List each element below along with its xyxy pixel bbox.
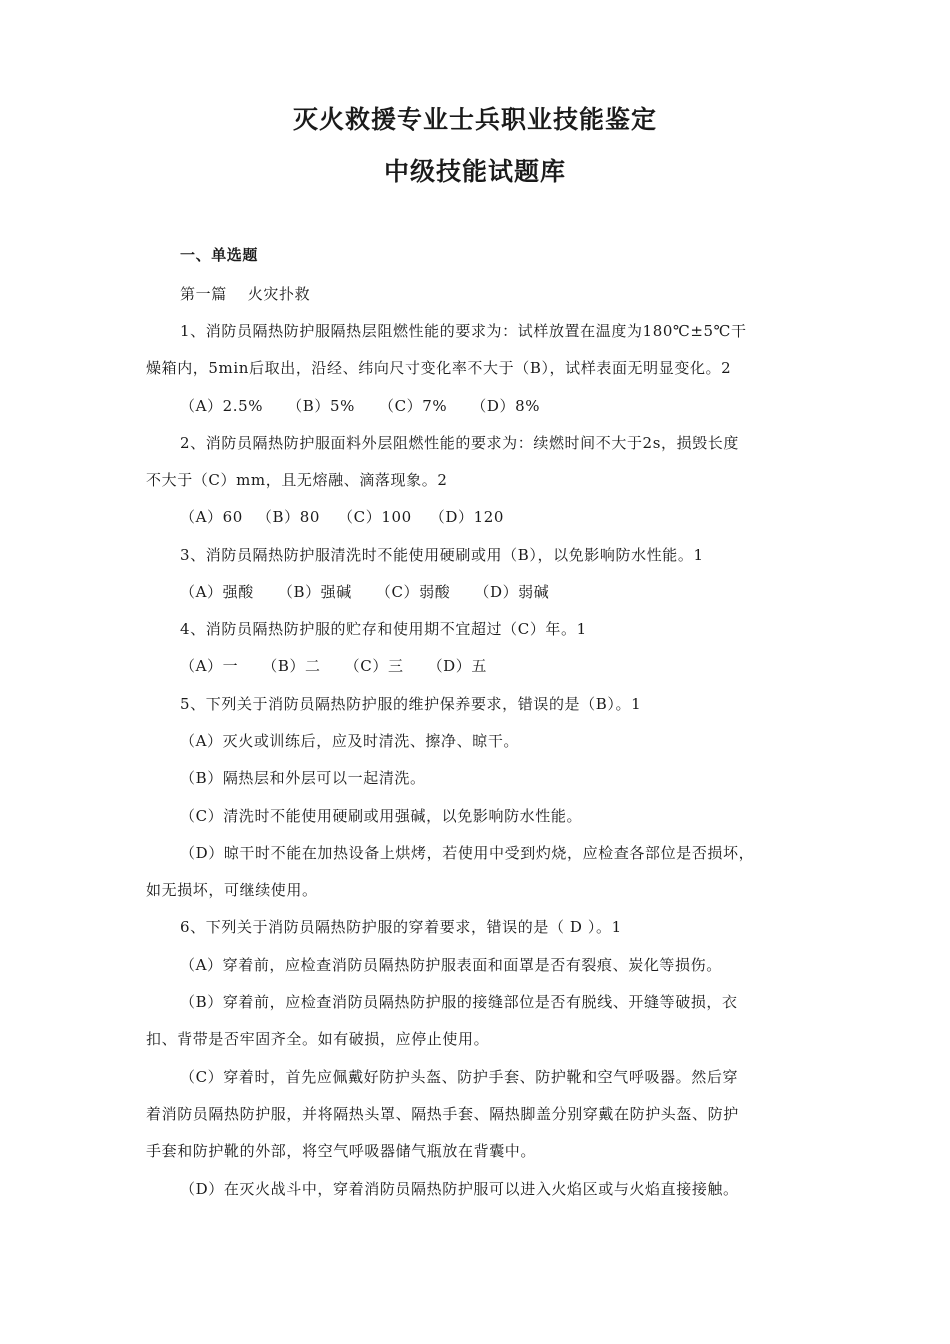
- question-2-options: [180, 507, 528, 527]
- question-2-text-line-2: 不大于（C）mm，且无熔融、滴落现象。2: [146, 471, 448, 489]
- question-5-text: 5、下列关于消防员隔热防护服的维护保养要求，错误的是（B）。1: [180, 695, 642, 713]
- question-6-choice-c-line-2: 着消防员隔热防护服，并将隔热头罩、隔热手套、隔热脚盖分别穿戴在防护头盔、防护: [146, 1105, 739, 1123]
- option-d: （D）120: [429, 508, 505, 526]
- question-5-choice-c: （C）清洗时不能使用硬刷或用强碱，以免影响防水性能。: [180, 807, 583, 825]
- option-c: （C）7%: [378, 397, 448, 415]
- section-heading: 一、单选题: [180, 246, 259, 264]
- option-a: （A）强酸: [180, 583, 254, 601]
- document-title: 灭火救援专业士兵职业技能鉴定: [292, 105, 657, 134]
- option-a: （A）60: [180, 508, 243, 526]
- question-4-options: [180, 656, 511, 676]
- question-1-text-line-1: 1、消防员隔热防护服隔热层阻燃性能的要求为：试样放置在温度为180℃±5℃干: [180, 322, 747, 340]
- chapter-heading: 第一篇 火灾扑救: [180, 285, 311, 303]
- question-4-text: 4、消防员隔热防护服的贮存和使用期不宜超过（C）年。1: [180, 620, 587, 638]
- option-b: （B）二: [262, 657, 321, 675]
- question-5-choice-a: （A）灭火或训练后，应及时清洗、擦净、晾干。: [180, 732, 520, 750]
- option-d: （D）五: [427, 657, 487, 675]
- option-d: （D）8%: [471, 397, 541, 415]
- question-5-choice-d-line-1: （D）晾干时不能在加热设备上烘烤，若使用中受到灼烧，应检查各部位是否损坏，: [180, 844, 755, 862]
- option-b: （B）5%: [287, 397, 355, 415]
- question-6-choice-c-line-1: （C）穿着时，首先应佩戴好防护头盔、防护手套、防护靴和空气呼吸器。然后穿: [180, 1068, 739, 1086]
- document-subtitle: 中级技能试题库: [383, 157, 566, 186]
- question-5-choice-d-line-2: 如无损坏，可继续使用。: [146, 881, 318, 899]
- option-c: （C）100: [338, 508, 412, 526]
- question-2-text-line-1: 2、消防员隔热防护服面料外层阻燃性能的要求为：续燃时间不大于2s，损毁长度: [180, 434, 739, 452]
- question-6-text: 6、下列关于消防员隔热防护服的穿着要求，错误的是（ D ）。1: [180, 918, 622, 936]
- option-c: （C）三: [344, 657, 404, 675]
- question-6-choice-b-line-2: 扣、背带是否牢固齐全。如有破损，应停止使用。: [146, 1030, 490, 1048]
- option-b: （B）80: [256, 508, 321, 526]
- option-d: （D）弱碱: [474, 583, 550, 601]
- question-3-text: 3、消防员隔热防护服清洗时不能使用硬刷或用（B），以免影响防水性能。1: [180, 546, 704, 564]
- question-3-options: [180, 582, 573, 602]
- option-c: （C）弱酸: [375, 583, 451, 601]
- question-6-choice-b-line-1: （B）穿着前，应检查消防员隔热防护服的接缝部位是否有脱线、开缝等破损，衣: [180, 993, 738, 1011]
- option-b: （B）强碱: [277, 583, 352, 601]
- question-5-choice-b: （B）隔热层和外层可以一起清洗。: [180, 769, 426, 787]
- option-a: （A）2.5%: [180, 397, 264, 415]
- option-a: （A）一: [180, 657, 239, 675]
- question-6-choice-c-line-3: 手套和防护靴的外部，将空气呼吸器储气瓶放在背囊中。: [146, 1142, 537, 1160]
- question-1-options: [180, 396, 564, 416]
- question-6-choice-d: （D）在灭火战斗中，穿着消防员隔热防护服可以进入火焰区或与火焰直接接触。: [180, 1180, 739, 1198]
- question-1-text-line-2: 燥箱内，5min后取出，沿经、纬向尺寸变化率不大于（B），试样表面无明显变化。2: [146, 359, 732, 377]
- question-6-choice-a: （A）穿着前，应检查消防员隔热防护服表面和面罩是否有裂痕、炭化等损伤。: [180, 956, 722, 974]
